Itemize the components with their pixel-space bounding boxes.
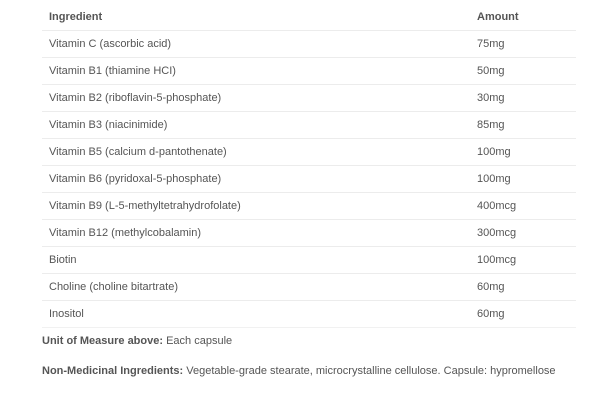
table-row bbox=[42, 247, 576, 274]
non-medicinal-ingredients-note bbox=[42, 364, 556, 378]
amount-cell: 75mg bbox=[470, 31, 576, 58]
table-row bbox=[42, 58, 576, 85]
amount-cell: 30mg bbox=[470, 85, 576, 112]
unit-of-measure-label: Unit of Measure above: bbox=[42, 335, 164, 347]
unit-of-measure-note bbox=[42, 334, 232, 348]
table-row bbox=[42, 193, 576, 220]
table-row bbox=[42, 301, 576, 328]
ingredient-cell: Vitamin B3 (niacinimide) bbox=[42, 112, 470, 139]
column-header-amount: Amount bbox=[470, 4, 576, 31]
column-header-ingredient: Ingredient bbox=[42, 4, 470, 31]
table-row bbox=[42, 139, 576, 166]
ingredients-table bbox=[42, 4, 576, 328]
table-row bbox=[42, 31, 576, 58]
ingredient-cell: Vitamin B12 (methylcobalamin) bbox=[42, 220, 470, 247]
ingredient-cell: Inositol bbox=[42, 301, 470, 328]
ingredient-cell: Vitamin B9 (L-5-methyltetrahydrofolate) bbox=[42, 193, 470, 220]
table-row bbox=[42, 112, 576, 139]
ingredient-cell: Vitamin B6 (pyridoxal-5-phosphate) bbox=[42, 166, 470, 193]
amount-cell: 400mcg bbox=[470, 193, 576, 220]
amount-cell: 300mcg bbox=[470, 220, 576, 247]
table-row bbox=[42, 166, 576, 193]
amount-cell: 100mg bbox=[470, 139, 576, 166]
amount-cell: 60mg bbox=[470, 301, 576, 328]
table-row bbox=[42, 220, 576, 247]
amount-cell: 85mg bbox=[470, 112, 576, 139]
ingredient-cell: Vitamin B5 (calcium d-pantothenate) bbox=[42, 139, 470, 166]
non-medicinal-ingredients-label: Non-Medicinal Ingredients: bbox=[42, 365, 184, 377]
amount-cell: 100mg bbox=[470, 166, 576, 193]
amount-cell: 50mg bbox=[470, 58, 576, 85]
non-medicinal-ingredients-value: Vegetable-grade stearate, microcrystalline cellulose. Capsule: hypromellose bbox=[186, 365, 556, 377]
amount-cell: 100mcg bbox=[470, 247, 576, 274]
table-row bbox=[42, 85, 576, 112]
ingredient-cell: Vitamin B1 (thiamine HCI) bbox=[42, 58, 470, 85]
ingredient-cell: Vitamin B2 (riboflavin-5-phosphate) bbox=[42, 85, 470, 112]
table-row bbox=[42, 274, 576, 301]
ingredient-cell: Choline (choline bitartrate) bbox=[42, 274, 470, 301]
table-header-row bbox=[42, 4, 576, 31]
amount-cell: 60mg bbox=[470, 274, 576, 301]
ingredient-cell: Vitamin C (ascorbic acid) bbox=[42, 31, 470, 58]
unit-of-measure-value: Each capsule bbox=[166, 335, 233, 347]
ingredient-cell: Biotin bbox=[42, 247, 470, 274]
